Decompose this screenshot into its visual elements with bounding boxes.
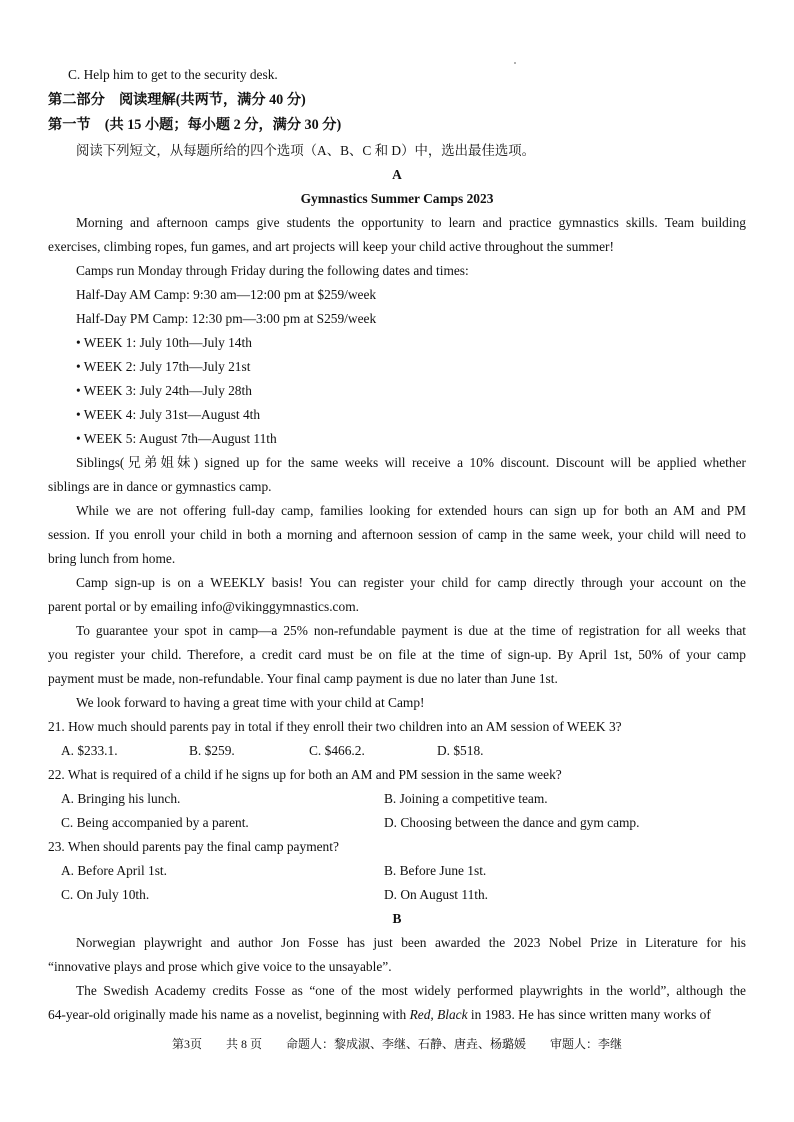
passage-b-paragraph-2-line-1: The Swedish Academy credits Fosse as “one of the most widely performed playwrights in the world”, although the (76, 983, 746, 998)
instructions: 阅读下列短文，从每题所给的四个选项（A、B、C 和 D）中，选出最佳选项。 (76, 143, 536, 158)
siblings-discount-line-1: Siblings(兄弟姐妹) signed up for the same weeks will receive a 10% discount. Discount will be applied whether (76, 455, 746, 470)
question-22-stem: 22. What is required of a child if he signs up for both an AM and PM session in the same week? (48, 767, 562, 782)
passage-a-letter: A (392, 167, 402, 182)
question-21-stem: 21. How much should parents pay in total if they enroll their two children into an AM session of WEEK 3? (48, 719, 622, 734)
question-22-option-a: A. Bringing his lunch. (61, 791, 181, 806)
previous-question-option-c: C. Help him to get to the security desk. (68, 67, 278, 82)
passage-a-paragraph-1-line-1: Morning and afternoon camps give students the opportunity to learn and practice gymnastics skills. Team building (76, 215, 746, 230)
question-21-option-c: C. $466.2. (309, 743, 365, 758)
passage-b-text-after-title: in 1983. He has since written many works of (467, 1007, 711, 1022)
question-21-option-b: B. $259. (189, 743, 235, 758)
week-list-item: • WEEK 4: July 31st—August 4th (76, 407, 261, 422)
extended-hours-line-2: session. If you enroll your child in both a morning and afternoon session of camp in the same week, your child will need to (48, 527, 746, 542)
question-21-option-a: A. $233.1. (61, 743, 118, 758)
passage-a-paragraph-1-line-2: exercises, climbing ropes, fun games, and art projects will keep your child active throughout the summer! (48, 239, 614, 254)
week-list-item: • WEEK 1: July 10th—July 14th (76, 335, 252, 350)
question-23-option-b: B. Before June 1st. (384, 863, 487, 878)
am-camp-info: Half-Day AM Camp: 9:30 am—12:00 pm at $259/week (76, 287, 377, 302)
week-list-item: • WEEK 3: July 24th—July 28th (76, 383, 252, 398)
closing-line: We look forward to having a great time with your child at Camp! (76, 695, 425, 710)
novel-title: Red, Black (409, 1007, 468, 1022)
question-23-option-a: A. Before April 1st. (61, 863, 167, 878)
question-21-options (0, 739, 794, 763)
passage-a-title: Gymnastics Summer Camps 2023 (300, 191, 494, 206)
sign-up-line-2: parent portal or by emailing info@vikinggymnastics.com. (48, 599, 359, 614)
part-two-heading: 第二部分 阅读理解(共两节，满分 40 分) (48, 92, 306, 108)
week-list-item: • WEEK 2: July 17th—July 21st (76, 359, 251, 374)
extended-hours-line-3: bring lunch from home. (48, 551, 176, 566)
question-23-options-row-2 (0, 883, 794, 907)
passage-b-paragraph-2-line-2 (48, 1003, 746, 1027)
passage-b-paragraph-1-line-2: “innovative plays and prose which give voice to the unsayable”. (48, 959, 392, 974)
question-23-option-c: C. On July 10th. (61, 887, 150, 902)
page-footer: 第3页 共 8 页 命题人：黎成淑、李继、石静、唐垚、杨璐媛 审题人：李继 (171, 1037, 622, 1051)
question-22-option-b: B. Joining a competitive team. (384, 791, 548, 806)
question-23-option-d: D. On August 11th. (384, 887, 489, 902)
question-23-options-row-1 (0, 859, 794, 883)
question-22-options-row-1 (0, 787, 794, 811)
question-21-option-d: D. $518. (437, 743, 484, 758)
payment-line-3: payment must be made, non-refundable. Your final camp payment is due no later than June 1st. (48, 671, 558, 686)
payment-line-1: To guarantee your spot in camp—a 25% non-refundable payment is due at the time of registration for all weeks that (76, 623, 746, 638)
pm-camp-info: Half-Day PM Camp: 12:30 pm—3:00 pm at S259/week (76, 311, 377, 326)
week-list-item: • WEEK 5: August 7th—August 11th (76, 431, 277, 446)
siblings-discount-line-2: siblings are in dance or gymnastics camp. (48, 479, 272, 494)
passage-a-schedule-intro: Camps run Monday through Friday during the following dates and times: (76, 263, 469, 278)
extended-hours-line-1: While we are not offering full-day camp, families looking for extended hours can sign up for both an AM and PM (76, 503, 746, 518)
question-22-option-d: D. Choosing between the dance and gym camp. (384, 815, 640, 830)
question-22-options-row-2 (0, 811, 794, 835)
sign-up-line-1: Camp sign-up is on a WEEKLY basis! You can register your child for camp directly through your account on the (76, 575, 746, 590)
passage-b-letter: B (392, 911, 402, 926)
passage-b-paragraph-1-line-1: Norwegian playwright and author Jon Fosse has just been awarded the 2023 Nobel Prize in Literature for his (76, 935, 746, 950)
question-22-option-c: C. Being accompanied by a parent. (61, 815, 249, 830)
payment-line-2: you register your child. Therefore, a credit card must be on file at the time of sign-up. By April 1st, 50% of your camp (48, 647, 746, 662)
passage-b-text-before-title: 64-year-old originally made his name as a novelist, beginning with (48, 1007, 410, 1022)
question-23-stem: 23. When should parents pay the final camp payment? (48, 839, 339, 854)
section-one-heading: 第一节 (共 15 小题；每小题 2 分，满分 30 分) (48, 117, 342, 133)
